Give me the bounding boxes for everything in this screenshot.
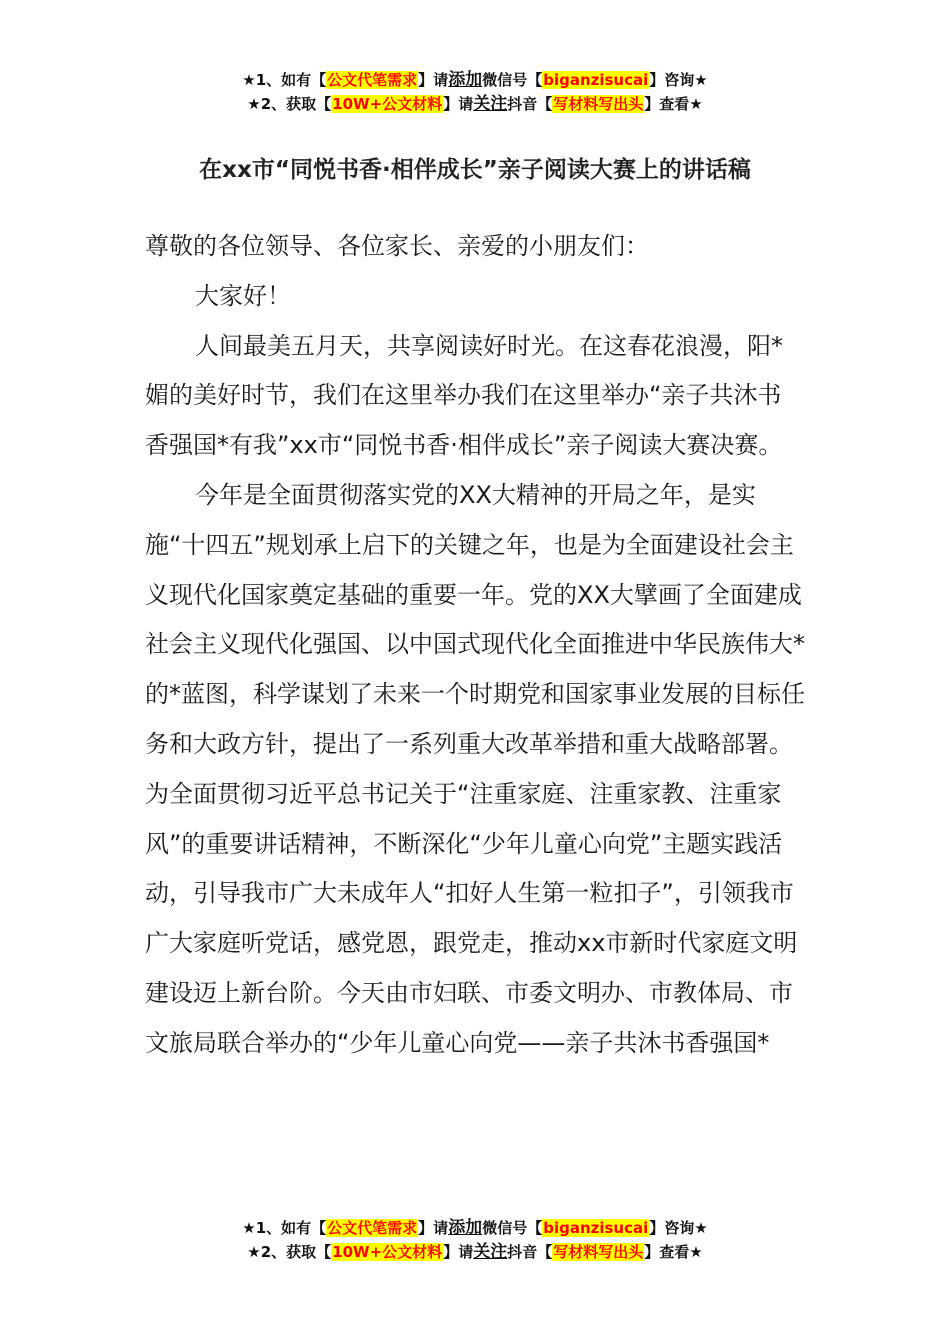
header-banner bbox=[0, 68, 950, 116]
document-title: 在xx市“同悦书香·相伴成长”亲子阅读大赛上的讲话稿 bbox=[199, 157, 751, 183]
banner-text: ★2、获取【 bbox=[247, 95, 332, 113]
banner-highlight: 10W+公文材料 bbox=[332, 1243, 443, 1261]
salutation: 尊敬的各位领导、各位家长、亲爱的小朋友们： bbox=[145, 232, 649, 260]
banner-text: 】咨询★ bbox=[649, 71, 708, 89]
banner-highlight: 公文代笔需求 bbox=[327, 1219, 418, 1237]
banner-emphasis: 添加 bbox=[448, 1218, 483, 1238]
banner-line-2 bbox=[0, 1240, 950, 1264]
banner-line-1 bbox=[0, 1216, 950, 1240]
banner-douyin-id: 写材料写出头 bbox=[553, 95, 644, 113]
banner-line-1 bbox=[0, 68, 950, 92]
banner-text: ★1、如有【 bbox=[242, 71, 327, 89]
banner-emphasis: 关注 bbox=[473, 94, 508, 114]
banner-text: 】查看★ bbox=[644, 95, 703, 113]
banner-text: 抖音【 bbox=[507, 95, 553, 113]
banner-emphasis: 关注 bbox=[473, 1242, 508, 1262]
banner-text: 】请 bbox=[443, 95, 474, 113]
banner-text: 】请 bbox=[443, 1243, 474, 1261]
banner-highlight: 10W+公文材料 bbox=[332, 95, 443, 113]
paragraph-2: 今年是全面贯彻落实党的XX大精神的开局之年，是实施“十四五”规划承上启下的关键之年，也是为全面建设社会主义现代化国家奠定基础的重要一年。党的XX大擘画了全面建成社会主义现代化强国、以中国式现代化全面推进中华民族伟大*的*蓝图，科学谋划了未来一个时期党和国家事业发展的目标任务和大政方针，提出了一系列重大改革举措和重大战略部署。为全面贯彻习近平总书记关于“注重家庭、注重家教、注重家风”的重要讲话精神，不断深化“少年儿童心向党”主题实践活动，引导我市广大未成年人“扣好人生第一粒扣子”，引领我市广大家庭听党话，感党恩，跟党走，推动xx市新时代家庭文明建设迈上新台阶。今天由市妇联、市委文明办、市教体局、市文旅局联合举办的“少年儿童心向党——亲子共沐书香强国* bbox=[145, 480, 805, 1057]
banner-text: 】请 bbox=[418, 1219, 449, 1237]
banner-text: ★2、获取【 bbox=[247, 1243, 332, 1261]
banner-text: 微信号【 bbox=[482, 71, 543, 89]
banner-wechat-id: biganzisucai bbox=[543, 1219, 649, 1237]
banner-text: 】查看★ bbox=[644, 1243, 703, 1261]
banner-text: 】咨询★ bbox=[649, 1219, 708, 1237]
banner-line-2 bbox=[0, 92, 950, 116]
banner-text: 微信号【 bbox=[482, 1219, 543, 1237]
banner-text: 】请 bbox=[418, 71, 449, 89]
banner-douyin-id: 写材料写出头 bbox=[553, 1243, 644, 1261]
banner-emphasis: 添加 bbox=[448, 70, 483, 90]
banner-text: 抖音【 bbox=[507, 1243, 553, 1261]
footer-banner bbox=[0, 1216, 950, 1264]
banner-text: ★1、如有【 bbox=[242, 1219, 327, 1237]
banner-highlight: 公文代笔需求 bbox=[327, 71, 418, 89]
banner-wechat-id: biganzisucai bbox=[543, 71, 649, 89]
greeting: 大家好！ bbox=[195, 281, 291, 310]
document-body bbox=[145, 222, 805, 1069]
paragraph-1: 人间最美五月天，共享阅读好时光。在这春花浪漫，阳*媚的美好时节，我们在这里举办我们在这里举办“亲子共沐书香强国*有我”xx市“同悦书香·相伴成长”亲子阅读大赛决赛。 bbox=[145, 331, 783, 460]
